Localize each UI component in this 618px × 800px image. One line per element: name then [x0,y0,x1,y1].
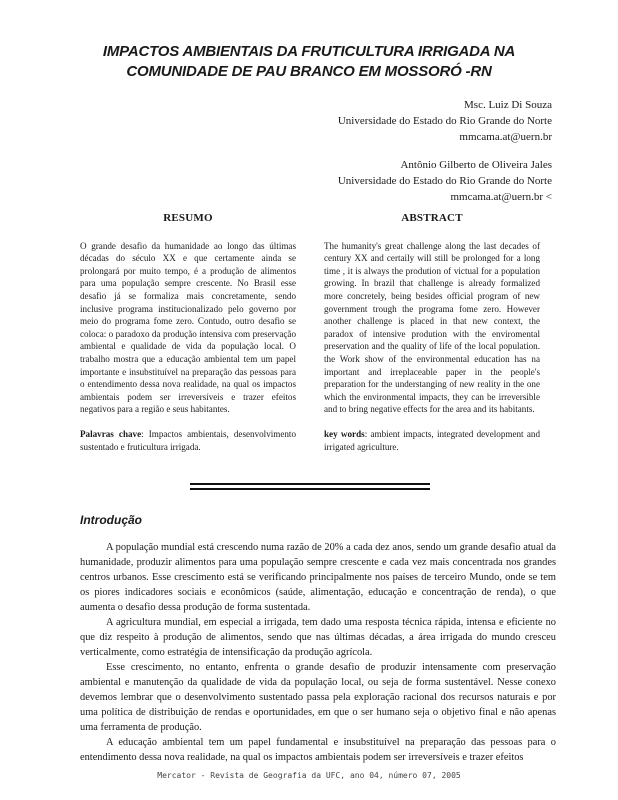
author-2 [338,157,552,205]
introducao-heading: Introdução [80,513,142,527]
author-1 [338,97,552,145]
author-name: Msc. Luiz Di Souza [464,99,552,111]
body-paragraph: A educação ambiental tem um papel fundamental e insubstituível na preparação das pessoas para o entendimento dessa nova realidade, na qual os impactos ambientais podem ser irreversíveis e trazer efeitos [80,737,556,763]
section-divider [190,483,430,485]
author-list [338,97,552,217]
title-line-1: IMPACTOS AMBIENTAIS DA FRUTICULTURA IRRIGADA NA [102,43,516,60]
section-divider [190,488,430,490]
title-line-2: COMUNIDADE DE PAU BRANCO EM MOSSORÓ -RN [126,63,492,80]
abstract-text: The humanity's great challenge along the last decades of century XX and certaily will still be prolonged for a long time , it is always the prodution of victual for a population growing. In brazil that challenge is already formalized more concretely, being besides official program of new government trough the programa fome zero. However another challenge is placed in that new context, the paradox of intensive prodution with the enviromental preservation and the quality of life of the local population. the Work show of the environmental education has na important and irreplaceable paper in the people's preparation for the understanging of new reality in the one which the environmental impacts, they can be irreversible and to bring negative effects for the area and its habitants. [324,240,540,415]
resumo-column [80,212,296,453]
abstract-keywords [324,428,540,453]
author-email: mmcama.at@uern.br < [450,191,552,203]
abstract-column [324,212,540,453]
resumo-text: O grande desafio da humanidade ao longo das últimas décadas do século XX e que certamente ainda se prolongará por muito tempo, é a produção de alimentos para uma população sempre crescente. No Brasil esse desafio já se formaliza mais concretamente, sendo inclusive programa institucionalizado pelo governo por meio do programa fome zero. Contudo, outro desafio se coloca: o paradoxo da produção intensiva com preservação ambiental e qualidade de vida da população local. O trabalho mostra que a educação ambiental tem um papel importante e insubstituível na preparação das pessoas para o entendimento dessa nova realidade, na qual os impactos ambientais podem ser irreversíveis e trazer efeitos negativos para a região e seus habitantes. [80,240,296,415]
keywords-text: : Impactos ambientais, desenvolvimento sustentado e fruticultura irrigada. [80,428,296,452]
author-name: Antônio Gilberto de Oliveira Jales [400,159,552,171]
author-affiliation: Universidade do Estado do Rio Grande do Norte [337,115,552,127]
keywords-text: : ambient impacts, integrated development and irrigated agriculture. [324,428,540,452]
abstract-heading: ABSTRACT [401,212,463,224]
keywords-label: Palavras chave [80,428,142,439]
body-paragraph: Esse crescimento, no entanto, enfrenta o grande desafio de produzir intensamente com preservação ambiental e manutenção da qualidade de vida da população local, ou seja de forma sustentável. Nesse conexo devemos lembrar que o desenvolvimento sustentado passa pela exploração racional dos recursos naturais e por uma política de distribuição de rendas e oportunidades, em que o ser humano seja o objetivo final e não apenas uma ferramenta de produção. [80,662,556,733]
page-footer: Mercator - Revista de Geografia da UFC, ano 04, número 07, 2005 [157,771,461,780]
body-paragraph: A população mundial está crescendo numa razão de 20% a cada dez anos, sendo um grande desafio atual da humanidade, produzir alimentos para uma população sempre crescente e cada vez mais concentrada nos grandes centros urbanos. Esse crescimento está se verificando principalmente nos países de terceiro Mundo, onde se tem os piores indicadores sociais e econômicos (saúde, alimentação, educação e concentração de renda), o que aumenta o desafio dessa produção de forma sustentada. [80,542,556,613]
resumo-keywords [80,428,296,453]
resumo-heading: RESUMO [163,212,213,224]
author-affiliation: Universidade do Estado do Rio Grande do Norte [337,175,552,187]
body-paragraph: A agricultura mundial, em especial a irrigada, tem dado uma resposta técnica rápida, intensa e eficiente no que diz respeito à produção de alimentos, sendo que nas últimas décadas, a área irrigada do mundo cresceu verticalmente, como estratégia de intensificação da produção agrícola. [80,617,556,658]
author-email: mmcama.at@uern.br [459,131,552,143]
paper-title [60,42,558,82]
keywords-label: key words [324,428,365,439]
introducao-body [80,540,556,765]
